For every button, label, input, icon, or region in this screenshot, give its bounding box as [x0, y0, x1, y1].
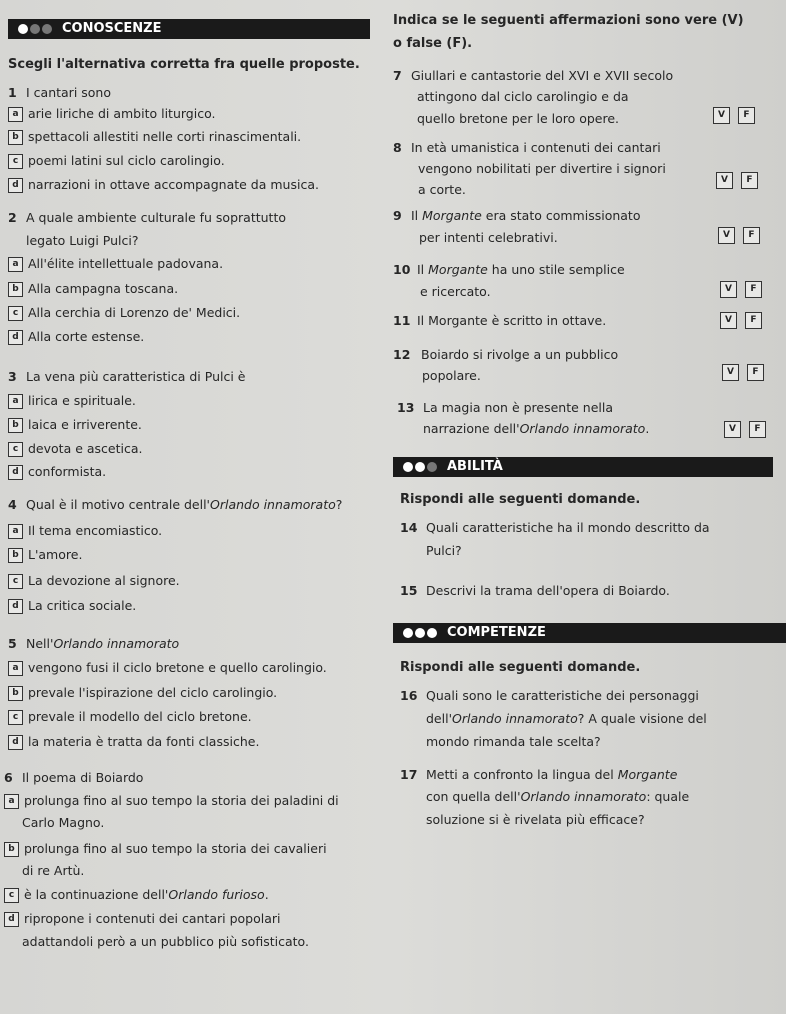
option-text: lirica e spirituale. — [28, 393, 136, 408]
true-false-11 — [720, 312, 762, 329]
option-text: narrazioni in ottave accompagnate da musica. — [28, 177, 319, 192]
option-text: laica e irriverente. — [28, 417, 142, 432]
question-16-line2 — [426, 711, 707, 726]
level-dots-icon — [18, 19, 54, 39]
question-number: 5 — [8, 636, 17, 651]
option-text: la materia è tratta da fonti classiche. — [28, 734, 260, 749]
question-4 — [8, 497, 342, 512]
question-number: 4 — [8, 497, 17, 512]
option-label[interactable]: a — [8, 257, 23, 272]
true-checkbox[interactable]: V — [724, 421, 741, 438]
text-segment: . — [264, 887, 269, 902]
italic-title: Orlando innamorato — [210, 497, 336, 512]
question-number: 11 — [393, 313, 411, 328]
option-text: prolunga fino al suo tempo la storia dei paladini di — [24, 793, 339, 808]
true-checkbox[interactable]: V — [713, 107, 730, 124]
option-text: prolunga fino al suo tempo la storia dei cavalieri — [24, 841, 327, 856]
option-text-line: Carlo Magno. — [22, 815, 105, 830]
question-text: I cantari sono — [26, 85, 111, 100]
option-text: conformista. — [28, 464, 107, 479]
statement-7 — [393, 68, 673, 83]
instruction: Scegli l'alternativa corretta fra quelle proposte. — [8, 57, 360, 72]
option-label[interactable]: c — [8, 154, 23, 169]
option-label[interactable]: d — [8, 735, 23, 750]
option-4a[interactable] — [8, 523, 162, 539]
statement-text: In età umanistica i contenuti dei cantari — [411, 140, 661, 155]
option-label[interactable]: d — [8, 330, 23, 345]
option-label[interactable]: b — [8, 130, 23, 145]
statement-13 — [397, 400, 613, 415]
option-label[interactable]: c — [4, 888, 19, 903]
false-checkbox[interactable]: F — [743, 227, 760, 244]
false-checkbox[interactable]: F — [738, 107, 755, 124]
option-label[interactable]: a — [8, 107, 23, 122]
option-label[interactable]: b — [8, 418, 23, 433]
option-label[interactable]: a — [8, 394, 23, 409]
text-segment: Nell' — [26, 636, 54, 651]
false-checkbox[interactable]: F — [749, 421, 766, 438]
option-2d[interactable] — [8, 329, 144, 345]
text-segment: . — [645, 421, 650, 436]
option-text: prevale l'ispirazione del ciclo carolingio. — [28, 685, 278, 700]
true-false-13 — [724, 421, 766, 438]
question-16 — [400, 688, 699, 703]
option-text: La devozione al signore. — [28, 573, 180, 588]
statement-text-line: a corte. — [418, 182, 466, 197]
option-text: prevale il modello del ciclo bretone. — [28, 709, 252, 724]
question-number: 17 — [400, 767, 418, 782]
option-3d[interactable] — [8, 464, 106, 480]
true-false-8 — [716, 172, 758, 189]
option-2c[interactable] — [8, 305, 240, 321]
option-6c[interactable] — [4, 887, 269, 903]
level-dots-icon — [403, 623, 439, 643]
text-segment: è la continuazione dell' — [24, 887, 169, 902]
statement-text-line: e ricercato. — [420, 284, 491, 299]
text-segment: narrazione dell' — [423, 421, 520, 436]
option-label[interactable]: c — [8, 710, 23, 725]
option-label[interactable]: c — [8, 306, 23, 321]
question-text-line: Pulci? — [426, 543, 462, 558]
question-number: 2 — [8, 210, 17, 225]
question-15 — [400, 583, 670, 598]
instruction: Rispondi alle seguenti domande. — [400, 660, 641, 675]
option-6b[interactable] — [4, 841, 327, 857]
question-text-line: legato Luigi Pulci? — [26, 233, 139, 248]
true-false-9 — [718, 227, 760, 244]
true-checkbox[interactable]: V — [720, 281, 737, 298]
option-text: devota e ascetica. — [28, 441, 143, 456]
true-false-10 — [720, 281, 762, 298]
option-1c[interactable] — [8, 153, 225, 169]
question-number: 12 — [393, 347, 411, 362]
question-17-line2 — [426, 789, 689, 804]
text-segment: Qual è il motivo centrale dell' — [26, 497, 210, 512]
option-5d[interactable] — [8, 734, 259, 750]
text-segment: con quella dell' — [426, 789, 521, 804]
statement-text-line: vengono nobilitati per divertire i signori — [418, 161, 666, 176]
option-1d[interactable] — [8, 177, 319, 193]
option-text: poemi latini sul ciclo carolingio. — [28, 153, 225, 168]
question-text-line: soluzione si è rivelata più efficace? — [426, 812, 645, 827]
option-label[interactable]: b — [8, 548, 23, 563]
instruction: Rispondi alle seguenti domande. — [400, 492, 641, 507]
text-segment: Il — [417, 262, 429, 277]
option-1b[interactable] — [8, 129, 301, 145]
option-label[interactable]: b — [4, 842, 19, 857]
text-segment: : quale — [646, 789, 690, 804]
question-text-line: mondo rimanda tale scelta? — [426, 734, 601, 749]
question-text: Descrivi la trama dell'opera di Boiardo. — [426, 583, 670, 598]
statement-12 — [393, 347, 618, 362]
statement-8 — [393, 140, 661, 155]
section-title: ABILITÀ — [447, 459, 503, 474]
statement-text: Giullari e cantastorie del XVI e XVII secolo — [411, 68, 674, 83]
section-title: COMPETENZE — [447, 625, 546, 640]
option-1a[interactable] — [8, 106, 215, 122]
option-5a[interactable] — [8, 660, 327, 676]
question-number: 7 — [393, 68, 402, 83]
option-text-line: di re Artù. — [22, 863, 85, 878]
section-header-abilita — [393, 457, 773, 477]
statement-9 — [393, 208, 640, 223]
option-label[interactable]: d — [8, 178, 23, 193]
true-false-7 — [713, 107, 755, 124]
section-header-conoscenze — [8, 19, 370, 39]
question-text: Quali caratteristiche ha il mondo descritto da — [426, 520, 710, 535]
option-4c[interactable] — [8, 573, 180, 589]
question-number: 1 — [8, 85, 17, 100]
tf-instruction-line: o false (F). — [393, 36, 473, 51]
option-3a[interactable] — [8, 393, 136, 409]
option-text: Alla cerchia di Lorenzo de' Medici. — [28, 305, 241, 320]
option-text-line: adattandoli però a un pubblico più sofisticato. — [22, 934, 309, 949]
true-false-12 — [722, 364, 764, 381]
question-number: 8 — [393, 140, 402, 155]
section-header-competenze — [393, 623, 786, 643]
statement-13-line2 — [423, 421, 649, 436]
question-2 — [8, 210, 286, 225]
question-17 — [400, 767, 677, 782]
false-checkbox[interactable]: F — [747, 364, 764, 381]
option-4d[interactable] — [8, 598, 136, 614]
text-segment: ha uno stile semplice — [487, 262, 625, 277]
false-checkbox[interactable]: F — [745, 312, 762, 329]
option-4b[interactable] — [8, 547, 82, 563]
question-1 — [8, 85, 111, 100]
option-5c[interactable] — [8, 709, 252, 725]
italic-title: Morgante — [617, 767, 678, 782]
italic-title: Orlando innamorato — [452, 711, 578, 726]
question-number: 3 — [8, 369, 17, 384]
italic-title: Orlando innamorato — [519, 421, 646, 436]
question-number: 15 — [400, 583, 418, 598]
option-label[interactable]: b — [8, 686, 23, 701]
question-14 — [400, 520, 710, 535]
option-3c[interactable] — [8, 441, 142, 457]
option-6d[interactable] — [4, 911, 280, 927]
option-2a[interactable] — [8, 256, 223, 272]
question-6 — [4, 770, 143, 785]
text-segment: ? — [335, 497, 343, 512]
option-label[interactable]: c — [8, 574, 23, 589]
text-segment: Il — [411, 208, 423, 223]
text-segment: dell' — [426, 711, 453, 726]
true-checkbox[interactable]: V — [722, 364, 739, 381]
question-text: A quale ambiente culturale fu soprattutto — [26, 210, 286, 225]
option-label[interactable]: d — [4, 912, 19, 927]
statement-text-line: quello bretone per le loro opere. — [417, 111, 620, 126]
level-dots-icon — [403, 457, 439, 477]
question-number: 6 — [4, 770, 13, 785]
italic-title: Morgante — [428, 262, 488, 277]
option-label[interactable]: b — [8, 282, 23, 297]
question-number: 14 — [400, 520, 418, 535]
italic-title: Orlando innamorato — [53, 636, 180, 651]
true-checkbox[interactable]: V — [716, 172, 733, 189]
option-label[interactable]: d — [8, 599, 23, 614]
option-text: arie liriche di ambito liturgico. — [28, 106, 216, 121]
italic-title: Orlando innamorato — [520, 789, 647, 804]
statement-text: Boiardo si rivolge a un pubblico — [421, 347, 619, 362]
question-text: La vena più caratteristica di Pulci è — [26, 369, 246, 384]
question-text: Il poema di Boiardo — [22, 770, 144, 785]
option-text: vengono fusi il ciclo bretone e quello carolingio. — [28, 660, 327, 675]
option-text: L'amore. — [28, 547, 83, 562]
option-5b[interactable] — [8, 685, 277, 701]
question-number: 9 — [393, 208, 402, 223]
false-checkbox[interactable]: F — [745, 281, 762, 298]
statement-text-line: per intenti celebrativi. — [419, 230, 558, 245]
option-label[interactable]: a — [8, 524, 23, 539]
option-label[interactable]: a — [8, 661, 23, 676]
statement-10 — [393, 262, 625, 277]
option-text: ripropone i contenuti dei cantari popolari — [24, 911, 281, 926]
question-number: 13 — [397, 400, 415, 415]
question-5 — [8, 636, 179, 651]
text-segment: era stato commissionato — [481, 208, 641, 223]
section-title: CONOSCENZE — [62, 21, 162, 36]
statement-text-line: popolare. — [422, 368, 481, 383]
option-text: spettacoli allestiti nelle corti rinascimentali. — [28, 129, 302, 144]
tf-instruction: Indica se le seguenti affermazioni sono vere (V) — [393, 13, 744, 28]
option-text: La critica sociale. — [28, 598, 137, 613]
option-label[interactable]: d — [8, 465, 23, 480]
italic-title: Morgante — [422, 208, 482, 223]
option-text: Alla campagna toscana. — [28, 281, 179, 296]
statement-text: La magia non è presente nella — [423, 400, 614, 415]
statement-text: Il Morgante è scritto in ottave. — [417, 313, 607, 328]
statement-11 — [393, 313, 606, 328]
question-number: 10 — [393, 262, 411, 277]
text-segment: ? A quale visione del — [577, 711, 707, 726]
true-checkbox[interactable]: V — [720, 312, 737, 329]
question-number: 16 — [400, 688, 418, 703]
option-text: Il tema encomiastico. — [28, 523, 163, 538]
italic-title: Orlando furioso — [168, 887, 265, 902]
option-2b[interactable] — [8, 281, 178, 297]
option-text: Alla corte estense. — [28, 329, 145, 344]
false-checkbox[interactable]: F — [741, 172, 758, 189]
text-segment: Metti a confronto la lingua del — [426, 767, 618, 782]
option-text: All'élite intellettuale padovana. — [28, 256, 224, 271]
option-label[interactable]: a — [4, 794, 19, 809]
question-text: Quali sono le caratteristiche dei personaggi — [426, 688, 699, 703]
option-label[interactable]: c — [8, 442, 23, 457]
statement-text-line: attingono dal ciclo carolingio e da — [417, 89, 629, 104]
option-3b[interactable] — [8, 417, 142, 433]
true-checkbox[interactable]: V — [718, 227, 735, 244]
question-3 — [8, 369, 245, 384]
option-6a[interactable] — [4, 793, 339, 809]
